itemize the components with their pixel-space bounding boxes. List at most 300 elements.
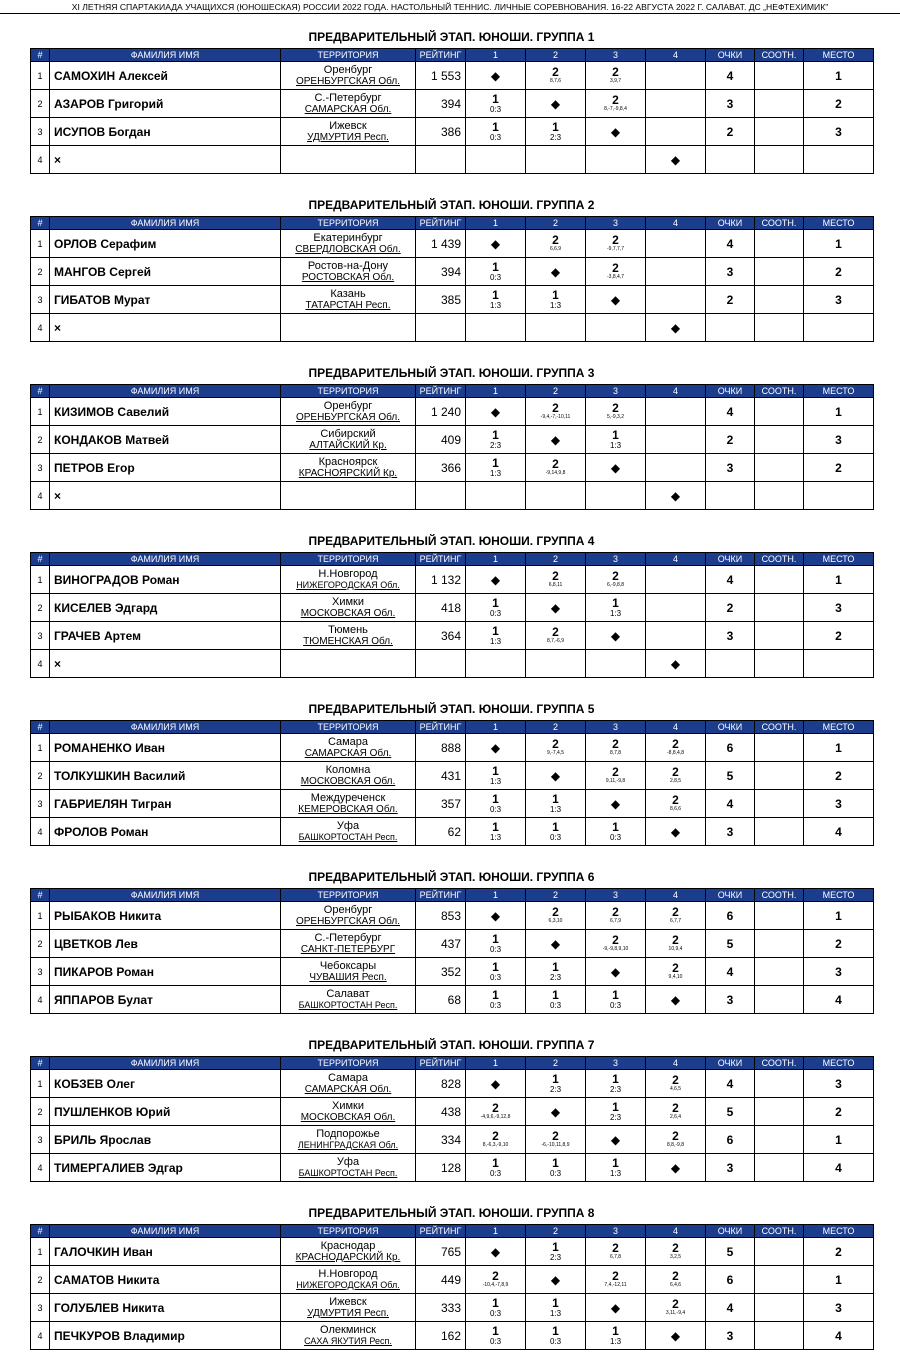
- table-row: [31, 426, 874, 454]
- points: [706, 314, 755, 342]
- match-cell: [466, 902, 526, 930]
- match-cell: [526, 314, 586, 342]
- match-score: 0:3: [489, 1309, 502, 1318]
- ratio: [755, 902, 804, 930]
- match-cell: [586, 1238, 646, 1266]
- table-row: [31, 958, 874, 986]
- self-match-dot-icon: ◆: [550, 1104, 561, 1119]
- table-row: [31, 230, 874, 258]
- match-points: 1: [612, 428, 619, 442]
- rating: 394: [416, 258, 466, 286]
- place: 2: [804, 622, 874, 650]
- rating: 437: [416, 930, 466, 958]
- match-score: 3,2,5: [669, 1254, 682, 1260]
- match-points: 1: [492, 288, 499, 302]
- match-points: 2: [672, 793, 679, 807]
- ratio: [755, 1098, 804, 1126]
- match-cell: [466, 146, 526, 174]
- rating: 431: [416, 762, 466, 790]
- match-cell: [526, 622, 586, 650]
- column-header: ФАМИЛИЯ ИМЯ: [50, 553, 281, 566]
- match-cell: [646, 118, 706, 146]
- row-number: 2: [31, 1098, 50, 1126]
- match-score: 9,11,-9,8: [605, 778, 626, 784]
- territory-city: Химки: [331, 1099, 364, 1112]
- match-points: 2: [552, 569, 559, 583]
- match-points: 2: [612, 905, 619, 919]
- self-match-dot-icon: ◆: [610, 124, 621, 139]
- match-points: 1: [612, 820, 619, 834]
- column-header: 4: [646, 1057, 706, 1070]
- column-header: 1: [466, 49, 526, 62]
- match-score: 0:3: [489, 133, 502, 142]
- column-header: СООТН.: [755, 1057, 804, 1070]
- territory: [281, 1238, 416, 1266]
- table-header: [31, 1057, 874, 1070]
- match-score: 0:3: [549, 1169, 562, 1178]
- match-cell: [586, 258, 646, 286]
- match-cell: [526, 62, 586, 90]
- match-cell: [526, 1098, 586, 1126]
- points: 4: [706, 790, 755, 818]
- self-match-dot-icon: ◆: [610, 628, 621, 643]
- column-header: ФАМИЛИЯ ИМЯ: [50, 49, 281, 62]
- place: 4: [804, 986, 874, 1014]
- territory-city: Краснодар: [320, 1239, 376, 1252]
- player-name: РОМАНЕНКО Иван: [50, 734, 281, 762]
- ratio: [755, 286, 804, 314]
- group-title: ПРЕДВАРИТЕЛЬНЫЙ ЭТАП. ЮНОШИ. ГРУППА 4: [308, 534, 595, 548]
- match-score: 6,8,11: [548, 582, 563, 588]
- match-cell: [466, 90, 526, 118]
- match-cell: [526, 398, 586, 426]
- match-cell: [646, 790, 706, 818]
- territory-region: СВЕРДЛОВСКАЯ Обл.: [295, 243, 401, 255]
- match-score: 1:3: [489, 301, 502, 310]
- self-match-dot-icon: ◆: [490, 572, 501, 587]
- match-cell: [646, 258, 706, 286]
- self-match-dot-icon: ◆: [670, 824, 681, 839]
- column-header: 2: [526, 1057, 586, 1070]
- match-score: 1:3: [489, 637, 502, 646]
- rating: 409: [416, 426, 466, 454]
- table-header: [31, 721, 874, 734]
- match-cell: [646, 1266, 706, 1294]
- place: 1: [804, 902, 874, 930]
- row-number: 4: [31, 818, 50, 846]
- ratio: [755, 398, 804, 426]
- row-number: 1: [31, 734, 50, 762]
- row-number: 1: [31, 566, 50, 594]
- player-name: ГИБАТОВ Мурат: [50, 286, 281, 314]
- place: 1: [804, 398, 874, 426]
- table-row: [31, 454, 874, 482]
- match-score: -6,-10,11,8,9: [541, 1142, 570, 1148]
- place: 2: [804, 762, 874, 790]
- rating: 1 132: [416, 566, 466, 594]
- match-score: -8,8,4,8: [667, 750, 684, 756]
- rating: 333: [416, 1294, 466, 1322]
- column-header: 1: [466, 889, 526, 902]
- row-number: 2: [31, 594, 50, 622]
- match-score: 4,6,5: [669, 1086, 682, 1092]
- match-score: -9,14,9,8: [545, 470, 566, 476]
- rating: 364: [416, 622, 466, 650]
- place: 4: [804, 1154, 874, 1182]
- match-points: 1: [552, 288, 559, 302]
- table-row: [31, 818, 874, 846]
- self-match-dot-icon: ◆: [550, 264, 561, 279]
- match-cell: [586, 426, 646, 454]
- match-cell: [526, 426, 586, 454]
- ratio: [755, 62, 804, 90]
- match-cell: [586, 1070, 646, 1098]
- match-points: 2: [612, 1241, 619, 1255]
- match-points: 2: [672, 1297, 679, 1311]
- column-header: ТЕРРИТОРИЯ: [281, 553, 416, 566]
- territory-region: АЛТАЙСКИЙ Кр.: [309, 439, 387, 451]
- match-cell: [526, 790, 586, 818]
- table-row: [31, 734, 874, 762]
- place: 3: [804, 1070, 874, 1098]
- territory: [281, 118, 416, 146]
- match-cell: [526, 930, 586, 958]
- place: 3: [804, 426, 874, 454]
- place: 1: [804, 734, 874, 762]
- territory-city: Красноярск: [318, 455, 378, 468]
- match-points: 1: [552, 1296, 559, 1310]
- match-cell: [586, 1126, 646, 1154]
- match-score: 0:3: [609, 833, 622, 842]
- column-header: 1: [466, 1225, 526, 1238]
- match-cell: [646, 314, 706, 342]
- territory-region: САМАРСКАЯ Обл.: [304, 1083, 392, 1095]
- match-cell: [646, 286, 706, 314]
- row-number: 3: [31, 790, 50, 818]
- column-header: РЕЙТИНГ: [416, 217, 466, 230]
- territory-region: МОСКОВСКАЯ Обл.: [300, 607, 396, 619]
- territory-region: ОРЕНБУРГСКАЯ Обл.: [295, 411, 401, 423]
- column-header: 4: [646, 889, 706, 902]
- match-cell: [466, 1098, 526, 1126]
- group-8: [30, 1203, 873, 1350]
- match-points: 1: [552, 820, 559, 834]
- table-row: [31, 1154, 874, 1182]
- match-cell: [586, 454, 646, 482]
- match-cell: [466, 454, 526, 482]
- match-score: 6,6,9: [549, 246, 562, 252]
- column-header: МЕСТО: [804, 217, 874, 230]
- self-match-dot-icon: ◆: [550, 96, 561, 111]
- match-points: 1: [492, 120, 499, 134]
- match-score: 2:3: [609, 1113, 622, 1122]
- ratio: [755, 426, 804, 454]
- table-row: [31, 90, 874, 118]
- match-score: 0:3: [489, 973, 502, 982]
- rating: [416, 146, 466, 174]
- row-number: 4: [31, 1322, 50, 1350]
- group-7: [30, 1035, 873, 1182]
- territory-region: МОСКОВСКАЯ Обл.: [300, 1111, 396, 1123]
- ratio: [755, 650, 804, 678]
- column-header: ОЧКИ: [706, 217, 755, 230]
- match-cell: [586, 230, 646, 258]
- match-cell: [526, 818, 586, 846]
- place: 3: [804, 958, 874, 986]
- table-row: [31, 62, 874, 90]
- territory-city: Олекминск: [320, 1323, 376, 1336]
- territory: [281, 930, 416, 958]
- match-points: 2: [552, 233, 559, 247]
- place: 2: [804, 1098, 874, 1126]
- match-cell: [586, 90, 646, 118]
- ratio: [755, 258, 804, 286]
- self-match-dot-icon: ◆: [610, 964, 621, 979]
- match-cell: [586, 762, 646, 790]
- self-match-dot-icon: ◆: [550, 768, 561, 783]
- place: 1: [804, 62, 874, 90]
- match-cell: [586, 1294, 646, 1322]
- column-header: МЕСТО: [804, 385, 874, 398]
- match-score: 2:3: [549, 1253, 562, 1262]
- table-row: [31, 146, 874, 174]
- territory-city: Оренбург: [323, 63, 373, 76]
- territory-region: НИЖЕГОРОДСКАЯ Обл.: [296, 1279, 400, 1290]
- match-cell: [646, 622, 706, 650]
- column-header: МЕСТО: [804, 1057, 874, 1070]
- rating: 765: [416, 1238, 466, 1266]
- territory: [281, 958, 416, 986]
- table-header: [31, 889, 874, 902]
- column-header: ФАМИЛИЯ ИМЯ: [50, 1057, 281, 1070]
- match-cell: [646, 1154, 706, 1182]
- match-points: 1: [552, 1072, 559, 1086]
- territory-city: Ижевск: [329, 119, 367, 132]
- territory: [281, 902, 416, 930]
- match-score: 0:3: [489, 945, 502, 954]
- territory-city: Тюмень: [328, 623, 368, 636]
- territory-region: САМАРСКАЯ Обл.: [304, 747, 392, 759]
- territory-city: Уфа: [336, 819, 360, 832]
- match-cell: [466, 650, 526, 678]
- points: 2: [706, 286, 755, 314]
- column-header: #: [31, 1057, 50, 1070]
- rating: 385: [416, 286, 466, 314]
- match-points: 2: [552, 625, 559, 639]
- player-name: ТОЛКУШКИН Василий: [50, 762, 281, 790]
- match-cell: [466, 1154, 526, 1182]
- match-cell: [586, 622, 646, 650]
- table-row: [31, 566, 874, 594]
- self-match-dot-icon: ◆: [610, 796, 621, 811]
- match-cell: [526, 286, 586, 314]
- column-header: ФАМИЛИЯ ИМЯ: [50, 1225, 281, 1238]
- ratio: [755, 90, 804, 118]
- points: 4: [706, 398, 755, 426]
- match-score: -4,9,6,-9,12,8: [480, 1114, 511, 1120]
- group-table: [30, 888, 874, 1014]
- match-score: 7,4,-12,11: [604, 1282, 627, 1288]
- points: 4: [706, 1294, 755, 1322]
- row-number: 1: [31, 398, 50, 426]
- match-score: -3,8,4,7: [607, 274, 624, 280]
- match-cell: [646, 650, 706, 678]
- match-cell: [466, 314, 526, 342]
- self-match-dot-icon: ◆: [670, 656, 681, 671]
- match-points: 2: [612, 737, 619, 751]
- points: 5: [706, 930, 755, 958]
- column-header: ОЧКИ: [706, 553, 755, 566]
- match-cell: [646, 1294, 706, 1322]
- match-cell: [586, 62, 646, 90]
- match-score: 0:3: [489, 609, 502, 618]
- player-name: ПЕЧКУРОВ Владимир: [50, 1322, 281, 1350]
- match-cell: [526, 650, 586, 678]
- table-row: [31, 622, 874, 650]
- match-cell: [646, 930, 706, 958]
- match-points: 2: [672, 961, 679, 975]
- row-number: 3: [31, 958, 50, 986]
- rating: [416, 482, 466, 510]
- ratio: [755, 566, 804, 594]
- group-title: ПРЕДВАРИТЕЛЬНЫЙ ЭТАП. ЮНОШИ. ГРУППА 3: [308, 366, 595, 380]
- table-row: [31, 1238, 874, 1266]
- match-cell: [526, 454, 586, 482]
- match-cell: [586, 1098, 646, 1126]
- column-header: #: [31, 889, 50, 902]
- rating: 394: [416, 90, 466, 118]
- match-score: 1:3: [549, 805, 562, 814]
- column-header: 2: [526, 385, 586, 398]
- points: 6: [706, 734, 755, 762]
- match-points: 2: [672, 765, 679, 779]
- match-cell: [646, 90, 706, 118]
- match-cell: [466, 986, 526, 1014]
- ratio: [755, 986, 804, 1014]
- match-score: -9,-9,8,9,10: [602, 946, 629, 952]
- self-match-dot-icon: ◆: [550, 1272, 561, 1287]
- column-header: 4: [646, 49, 706, 62]
- territory-city: Междуреченск: [310, 791, 386, 804]
- column-header: 3: [586, 721, 646, 734]
- column-header: 4: [646, 217, 706, 230]
- row-number: 3: [31, 622, 50, 650]
- match-cell: [646, 734, 706, 762]
- match-points: 1: [492, 428, 499, 442]
- match-points: 2: [552, 457, 559, 471]
- ratio: [755, 622, 804, 650]
- self-match-dot-icon: ◆: [670, 152, 681, 167]
- table-row: [31, 762, 874, 790]
- match-points: 2: [672, 1101, 679, 1115]
- match-score: -10,4,-7,8,9: [482, 1282, 509, 1288]
- ratio: [755, 594, 804, 622]
- match-points: 1: [492, 764, 499, 778]
- match-cell: [586, 986, 646, 1014]
- match-score: 1:3: [489, 469, 502, 478]
- match-score: 1:3: [609, 609, 622, 618]
- rating: 386: [416, 118, 466, 146]
- match-points: 2: [672, 737, 679, 751]
- match-cell: [646, 426, 706, 454]
- match-score: 1:3: [549, 1309, 562, 1318]
- match-cell: [586, 118, 646, 146]
- column-header: СООТН.: [755, 553, 804, 566]
- match-points: 1: [492, 932, 499, 946]
- territory: [281, 1154, 416, 1182]
- column-header: 2: [526, 217, 586, 230]
- player-name: ×: [50, 314, 281, 342]
- ratio: [755, 1238, 804, 1266]
- group-table: [30, 384, 874, 510]
- row-number: 4: [31, 146, 50, 174]
- match-points: 2: [672, 1269, 679, 1283]
- rating: 853: [416, 902, 466, 930]
- player-name: ПЕТРОВ Егор: [50, 454, 281, 482]
- rating: 1 439: [416, 230, 466, 258]
- player-name: ГРАЧЕВ Артем: [50, 622, 281, 650]
- territory-region: НИЖЕГОРОДСКАЯ Обл.: [296, 579, 400, 590]
- table-row: [31, 1070, 874, 1098]
- territory: [281, 1070, 416, 1098]
- player-name: ×: [50, 650, 281, 678]
- match-points: 1: [612, 1156, 619, 1170]
- match-score: 2:3: [609, 1085, 622, 1094]
- territory-region: ОРЕНБУРГСКАЯ Обл.: [295, 915, 401, 927]
- territory-city: Оренбург: [323, 399, 373, 412]
- match-cell: [526, 1070, 586, 1098]
- self-match-dot-icon: ◆: [490, 1244, 501, 1259]
- column-header: РЕЙТИНГ: [416, 1057, 466, 1070]
- table-row: [31, 650, 874, 678]
- territory: [281, 594, 416, 622]
- match-cell: [586, 1322, 646, 1350]
- points: 3: [706, 622, 755, 650]
- player-name: ВИНОГРАДОВ Роман: [50, 566, 281, 594]
- territory-region: ТАТАРСТАН Респ.: [305, 299, 391, 311]
- match-score: 6,4,6: [669, 1282, 682, 1288]
- rating: 828: [416, 1070, 466, 1098]
- match-cell: [586, 1266, 646, 1294]
- match-cell: [466, 1322, 526, 1350]
- match-cell: [646, 1098, 706, 1126]
- territory: [281, 818, 416, 846]
- match-score: 1:3: [489, 833, 502, 842]
- row-number: 1: [31, 1070, 50, 1098]
- ratio: [755, 1322, 804, 1350]
- column-header: 2: [526, 553, 586, 566]
- match-cell: [526, 762, 586, 790]
- place: [804, 482, 874, 510]
- ratio: [755, 118, 804, 146]
- match-cell: [466, 258, 526, 286]
- match-cell: [586, 818, 646, 846]
- column-header: 3: [586, 553, 646, 566]
- match-score: 0:3: [609, 1001, 622, 1010]
- place: 4: [804, 818, 874, 846]
- match-score: 1:3: [609, 1169, 622, 1178]
- match-cell: [526, 258, 586, 286]
- ratio: [755, 1294, 804, 1322]
- column-header: ФАМИЛИЯ ИМЯ: [50, 721, 281, 734]
- territory: [281, 1098, 416, 1126]
- row-number: 4: [31, 986, 50, 1014]
- match-points: 1: [552, 988, 559, 1002]
- territory: [281, 286, 416, 314]
- row-number: 2: [31, 426, 50, 454]
- match-cell: [466, 622, 526, 650]
- ratio: [755, 146, 804, 174]
